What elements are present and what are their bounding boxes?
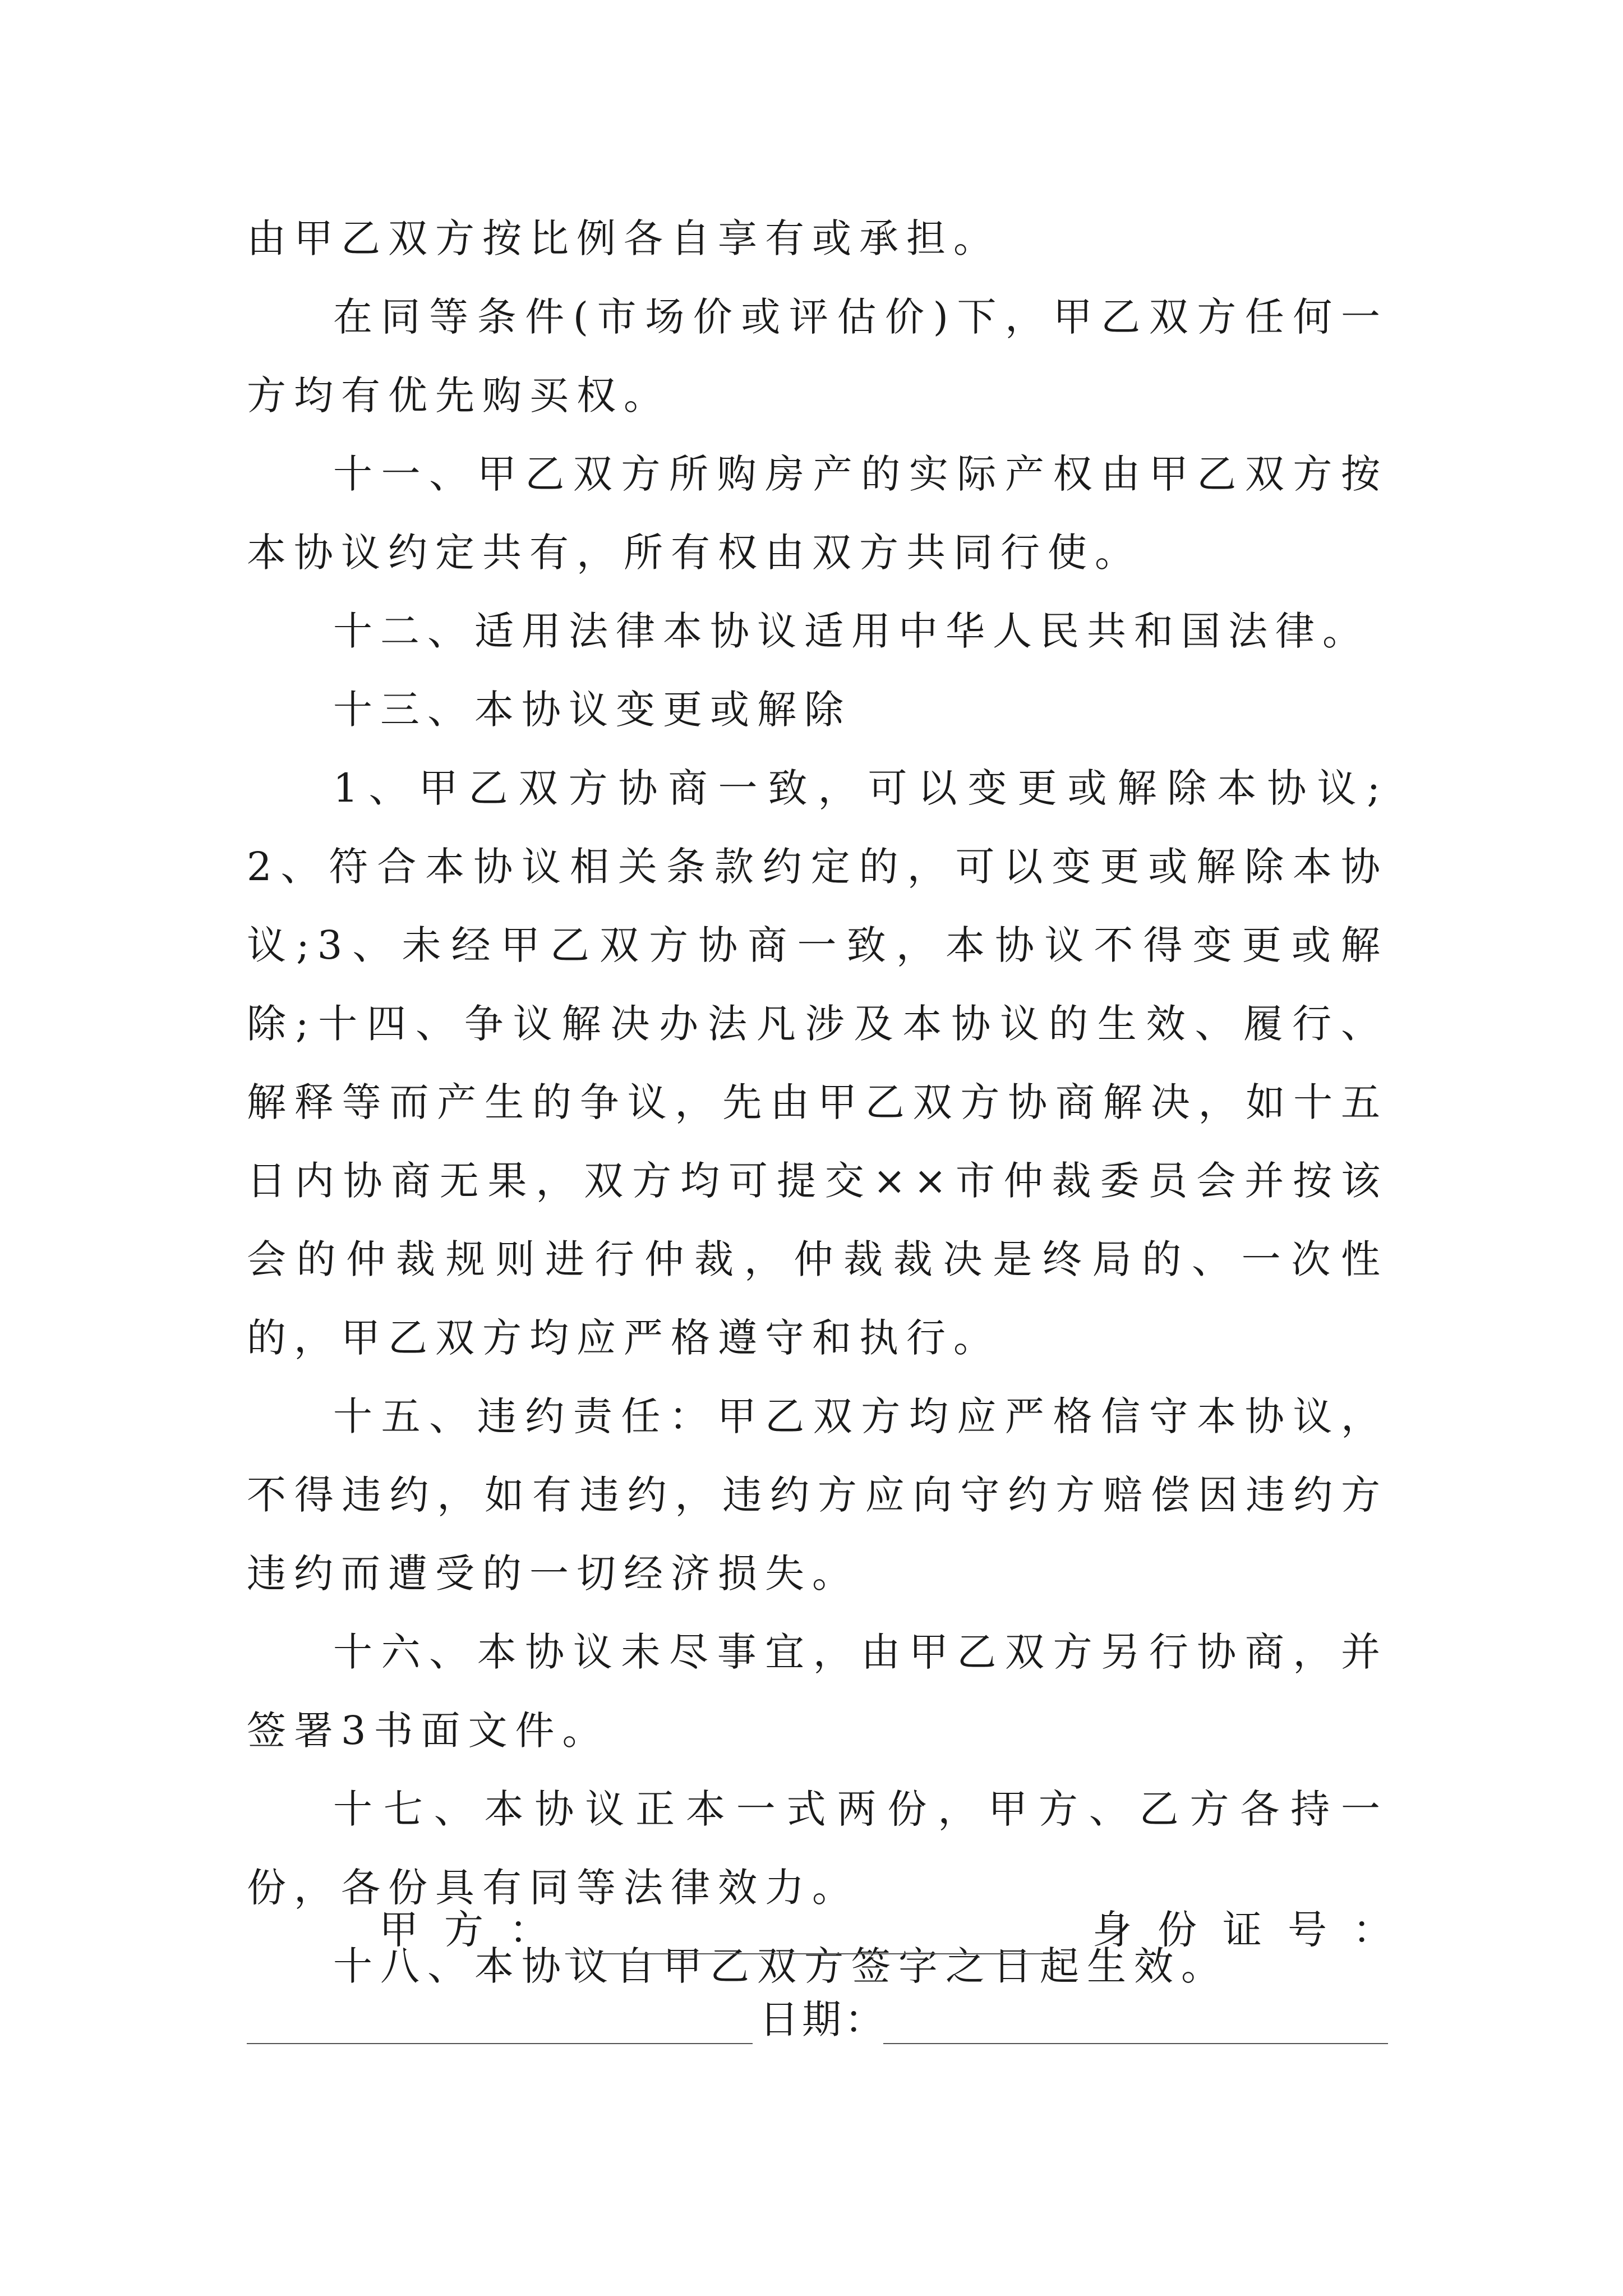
signature-row-date	[247, 1980, 1388, 2059]
date-label: 日期：	[759, 1996, 887, 2042]
paragraph: 十三、本协议变更或解除	[333, 687, 851, 733]
party-a-label: 甲方：	[379, 1907, 574, 1953]
paragraph: 十六、本协议未尽事宜，由甲乙双方另行协商，并签署3书面文件。	[247, 1629, 1388, 1754]
paragraph: 在同等条件(市场价或评估价)下，甲乙双方任何一方均有优先购买权。	[247, 294, 1388, 418]
paragraph: 十一、甲乙双方所购房产的实际产权由甲乙双方按本协议约定共有，所有权由双方共同行使。	[247, 451, 1388, 576]
paragraph: 十八、本协议自甲乙双方签字之日起生效。	[333, 1943, 1228, 1989]
document-body	[247, 199, 1388, 2005]
paragraph: 十二、适用法律本协议适用中华人民共和国法律。	[333, 608, 1370, 654]
id-number-label: 身份证号：	[1092, 1907, 1418, 1953]
date-line[interactable]	[883, 2043, 1388, 2044]
paragraph: 十五、违约责任：甲乙双方均应严格信守本协议，不得违约，如有违约，违约方应向守约方赔偿因违约方违约而遭受的一切经济损失。	[247, 1393, 1388, 1596]
paragraph: 1、甲乙双方协商一致，可以变更或解除本协议;2、符合本协议相关条款约定的，可以变更或解除本协议;3、未经甲乙双方协商一致，本协议不得变更或解除;十四、争议解决办法凡涉及本协议的生效、履行、解释等而产生的争议，先由甲乙双方协商解决，如十五日内协商无果，双方均可提交××市仲裁委员会并按该会的仲裁规则进行仲裁，仲裁裁决是终局的、一次性的，甲乙双方均应严格遵守和执行。	[247, 765, 1388, 1361]
id-number-line[interactable]	[247, 2043, 753, 2044]
signature-row-party-a	[247, 1890, 1418, 1969]
paragraph: 由甲乙双方按比例各自享有或承担。	[247, 215, 1000, 261]
party-a-signature-line[interactable]	[565, 1953, 1070, 1954]
paragraph: 十七、本协议正本一式两份，甲方、乙方各持一份，各份具有同等法律效力。	[247, 1786, 1388, 1911]
